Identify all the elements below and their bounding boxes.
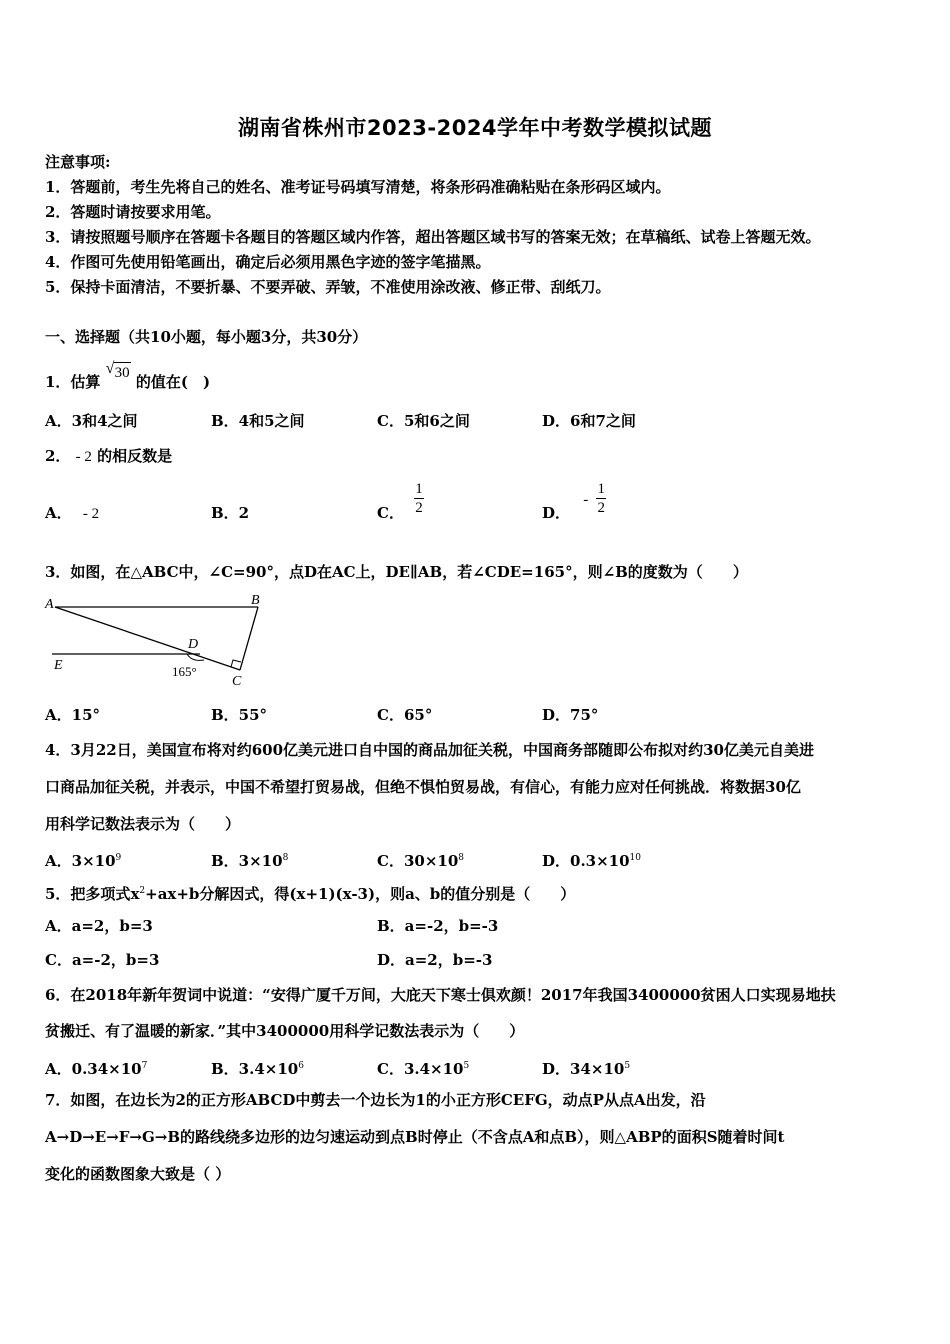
section-heading: 一、选择题（共10小题，每小题3分，共30分）: [45, 328, 368, 346]
q6-b-base: B．3.4×10: [211, 1060, 299, 1078]
q6-d-base: D．34×10: [542, 1060, 625, 1078]
q3-option-c: C．65°: [377, 706, 433, 724]
q2-c-label: C．: [377, 504, 404, 522]
question-2-stem: [45, 446, 172, 467]
fraction-denominator: 2: [597, 500, 605, 516]
q5-option-d: D．a=2，b=-3: [377, 951, 493, 969]
notice-item: 2．答题时请按要求用笔。: [45, 203, 221, 221]
notice-item: 4．作图可先使用铅笔画出，确定后必须用黑色字迹的签字笔描黑。: [45, 253, 491, 271]
q4-b-base: B．3×10: [211, 852, 283, 870]
notice-item: 1．答题前，考生先将自己的姓名、准考证号码填写清楚，将条形码准确粘贴在条形码区域内。: [45, 178, 671, 196]
label-d: D: [188, 637, 199, 652]
question-5-stem: [45, 881, 575, 904]
q6-option-c: [377, 1056, 469, 1079]
q2-d-label: D．: [542, 504, 571, 522]
q1-prefix: 1．估算: [45, 373, 101, 391]
q2-option-b: B．2: [211, 504, 250, 522]
fraction-denominator: 2: [415, 500, 423, 516]
q5-pre: 5．把多项式x: [45, 885, 140, 903]
q2-d-sign: -: [583, 492, 589, 508]
q4-a-base: A．3×10: [45, 852, 116, 870]
question-7-line: 变化的函数图象大致是（ ）: [45, 1165, 231, 1183]
question-1-stem: [45, 362, 210, 392]
q4-c-base: C．30×10: [377, 852, 459, 870]
q2-option-d: [542, 480, 607, 523]
question-3-stem: 3．如图，在△ABC中，∠C=90°，点D在AC上，DE∥AB，若∠CDE=165°，则∠B的度数为（ ）: [45, 563, 748, 581]
notice-item: 3．请按照题号顺序在答题卡各题目的答题区域内作答，超出答题区域书写的答案无效；在草稿纸、试卷上答题无效。: [45, 228, 821, 246]
q6-option-d: [542, 1056, 630, 1079]
q5-option-b: B．a=-2，b=-3: [377, 917, 499, 935]
question-4-line: 4．3月22日，美国宣布将对约600亿美元进口自中国的商品加征关税，中国商务部随即公布拟对约30亿美元自美进: [45, 741, 814, 759]
q1-radicand: 30: [114, 362, 131, 383]
label-b: B: [251, 593, 260, 608]
q5-option-a: A．a=2，b=3: [45, 917, 153, 935]
label-e: E: [54, 658, 63, 673]
q5-post: +ax+b分解因式，得(x+1)(x-3)，则a、b的值分别是（ ）: [145, 885, 576, 903]
q2-a-value: - 2: [82, 506, 100, 522]
fraction: [595, 480, 607, 517]
q6-a-base: A．0.34×10: [45, 1060, 142, 1078]
q6-c-exp: 5: [463, 1061, 470, 1071]
q6-d-exp: 5: [624, 1061, 631, 1071]
triangle-figure: [42, 590, 272, 686]
q6-a-exp: 7: [141, 1061, 148, 1071]
right-angle-mark: [231, 660, 241, 667]
q6-c-base: C．3.4×10: [377, 1060, 464, 1078]
q1-option-b: B．4和5之间: [211, 412, 305, 430]
label-c: C: [232, 674, 242, 686]
q4-d-base: D．0.3×10: [542, 852, 630, 870]
line-ac: [55, 607, 240, 670]
q5-option-c: C．a=-2，b=3: [45, 951, 160, 969]
q4-option-b: [211, 848, 288, 871]
notice-item: 5．保持卡面清洁，不要折暴、不要弄破、弄皱，不准使用涂改液、修正带、刮纸刀。: [45, 278, 611, 296]
q3-option-d: D．75°: [542, 706, 599, 724]
q4-c-exp: 8: [458, 853, 464, 863]
q6-b-exp: 6: [298, 1061, 304, 1071]
q6-option-b: [211, 1056, 304, 1079]
q4-b-exp: 8: [282, 853, 289, 863]
q1-option-d: D．6和7之间: [542, 412, 636, 430]
q2-a-label: A．: [45, 504, 72, 522]
q2-number: 2．: [45, 447, 71, 465]
question-6-line: 贫搬迁、有了温暖的新家．”其中3400000用科学记数法表示为（ ）: [45, 1022, 525, 1040]
line-bc: [240, 607, 258, 670]
q4-a-exp: 9: [115, 853, 122, 863]
q4-option-a: [45, 848, 121, 871]
q3-option-a: A．15°: [45, 706, 101, 724]
q5-exp: 2: [139, 886, 146, 896]
fraction: [413, 480, 425, 517]
page-title: 湖南省株州市2023-2024学年中考数学模拟试题: [237, 116, 713, 140]
question-4-line: 用科学记数法表示为（ ）: [45, 815, 241, 833]
q6-option-a: [45, 1056, 147, 1079]
q2-suffix: 的相反数是: [97, 447, 173, 465]
q4-option-d: [542, 848, 641, 871]
question-4-line: 口商品加征关税，并表示，中国不希望打贸易战，但绝不惧怕贸易战，有信心，有能力应对任何挑战．将数据30亿: [45, 778, 801, 796]
notice-heading: 注意事项:: [45, 153, 111, 171]
q2-expression: - 2: [75, 449, 92, 465]
angle-label: 165°: [172, 664, 197, 679]
question-6-line: 6．在2018年新年贺词中说道：“安得广厦千万间，大庇天下寒士俱欢颜！2017年我国3400000贫困人口实现易地扶: [45, 986, 836, 1004]
sqrt-expression: √ 30: [105, 360, 130, 381]
q1-suffix: 的值在( ): [135, 373, 211, 391]
q2-option-a: [45, 503, 99, 524]
q3-option-b: B．55°: [211, 706, 268, 724]
fraction-numerator: 1: [415, 481, 423, 497]
question-7-line: 7．如图，在边长为2的正方形ABCD中剪去一个边长为1的小正方形CEFG，动点P从点A出发，沿: [45, 1091, 706, 1109]
q1-option-c: C．5和6之间: [377, 412, 470, 430]
fraction-numerator: 1: [597, 481, 605, 497]
question-7-line: A→D→E→F→G→B的路线绕多边形的边匀速运动到点B时停止（不含点A和点B），则△ABP的面积S随着时间t: [45, 1128, 785, 1146]
q4-option-c: [377, 848, 464, 871]
q2-option-c: [377, 480, 425, 523]
label-a: A: [45, 597, 54, 612]
q1-option-a: A．3和4之间: [45, 412, 138, 430]
q4-d-exp: 10: [629, 853, 641, 863]
